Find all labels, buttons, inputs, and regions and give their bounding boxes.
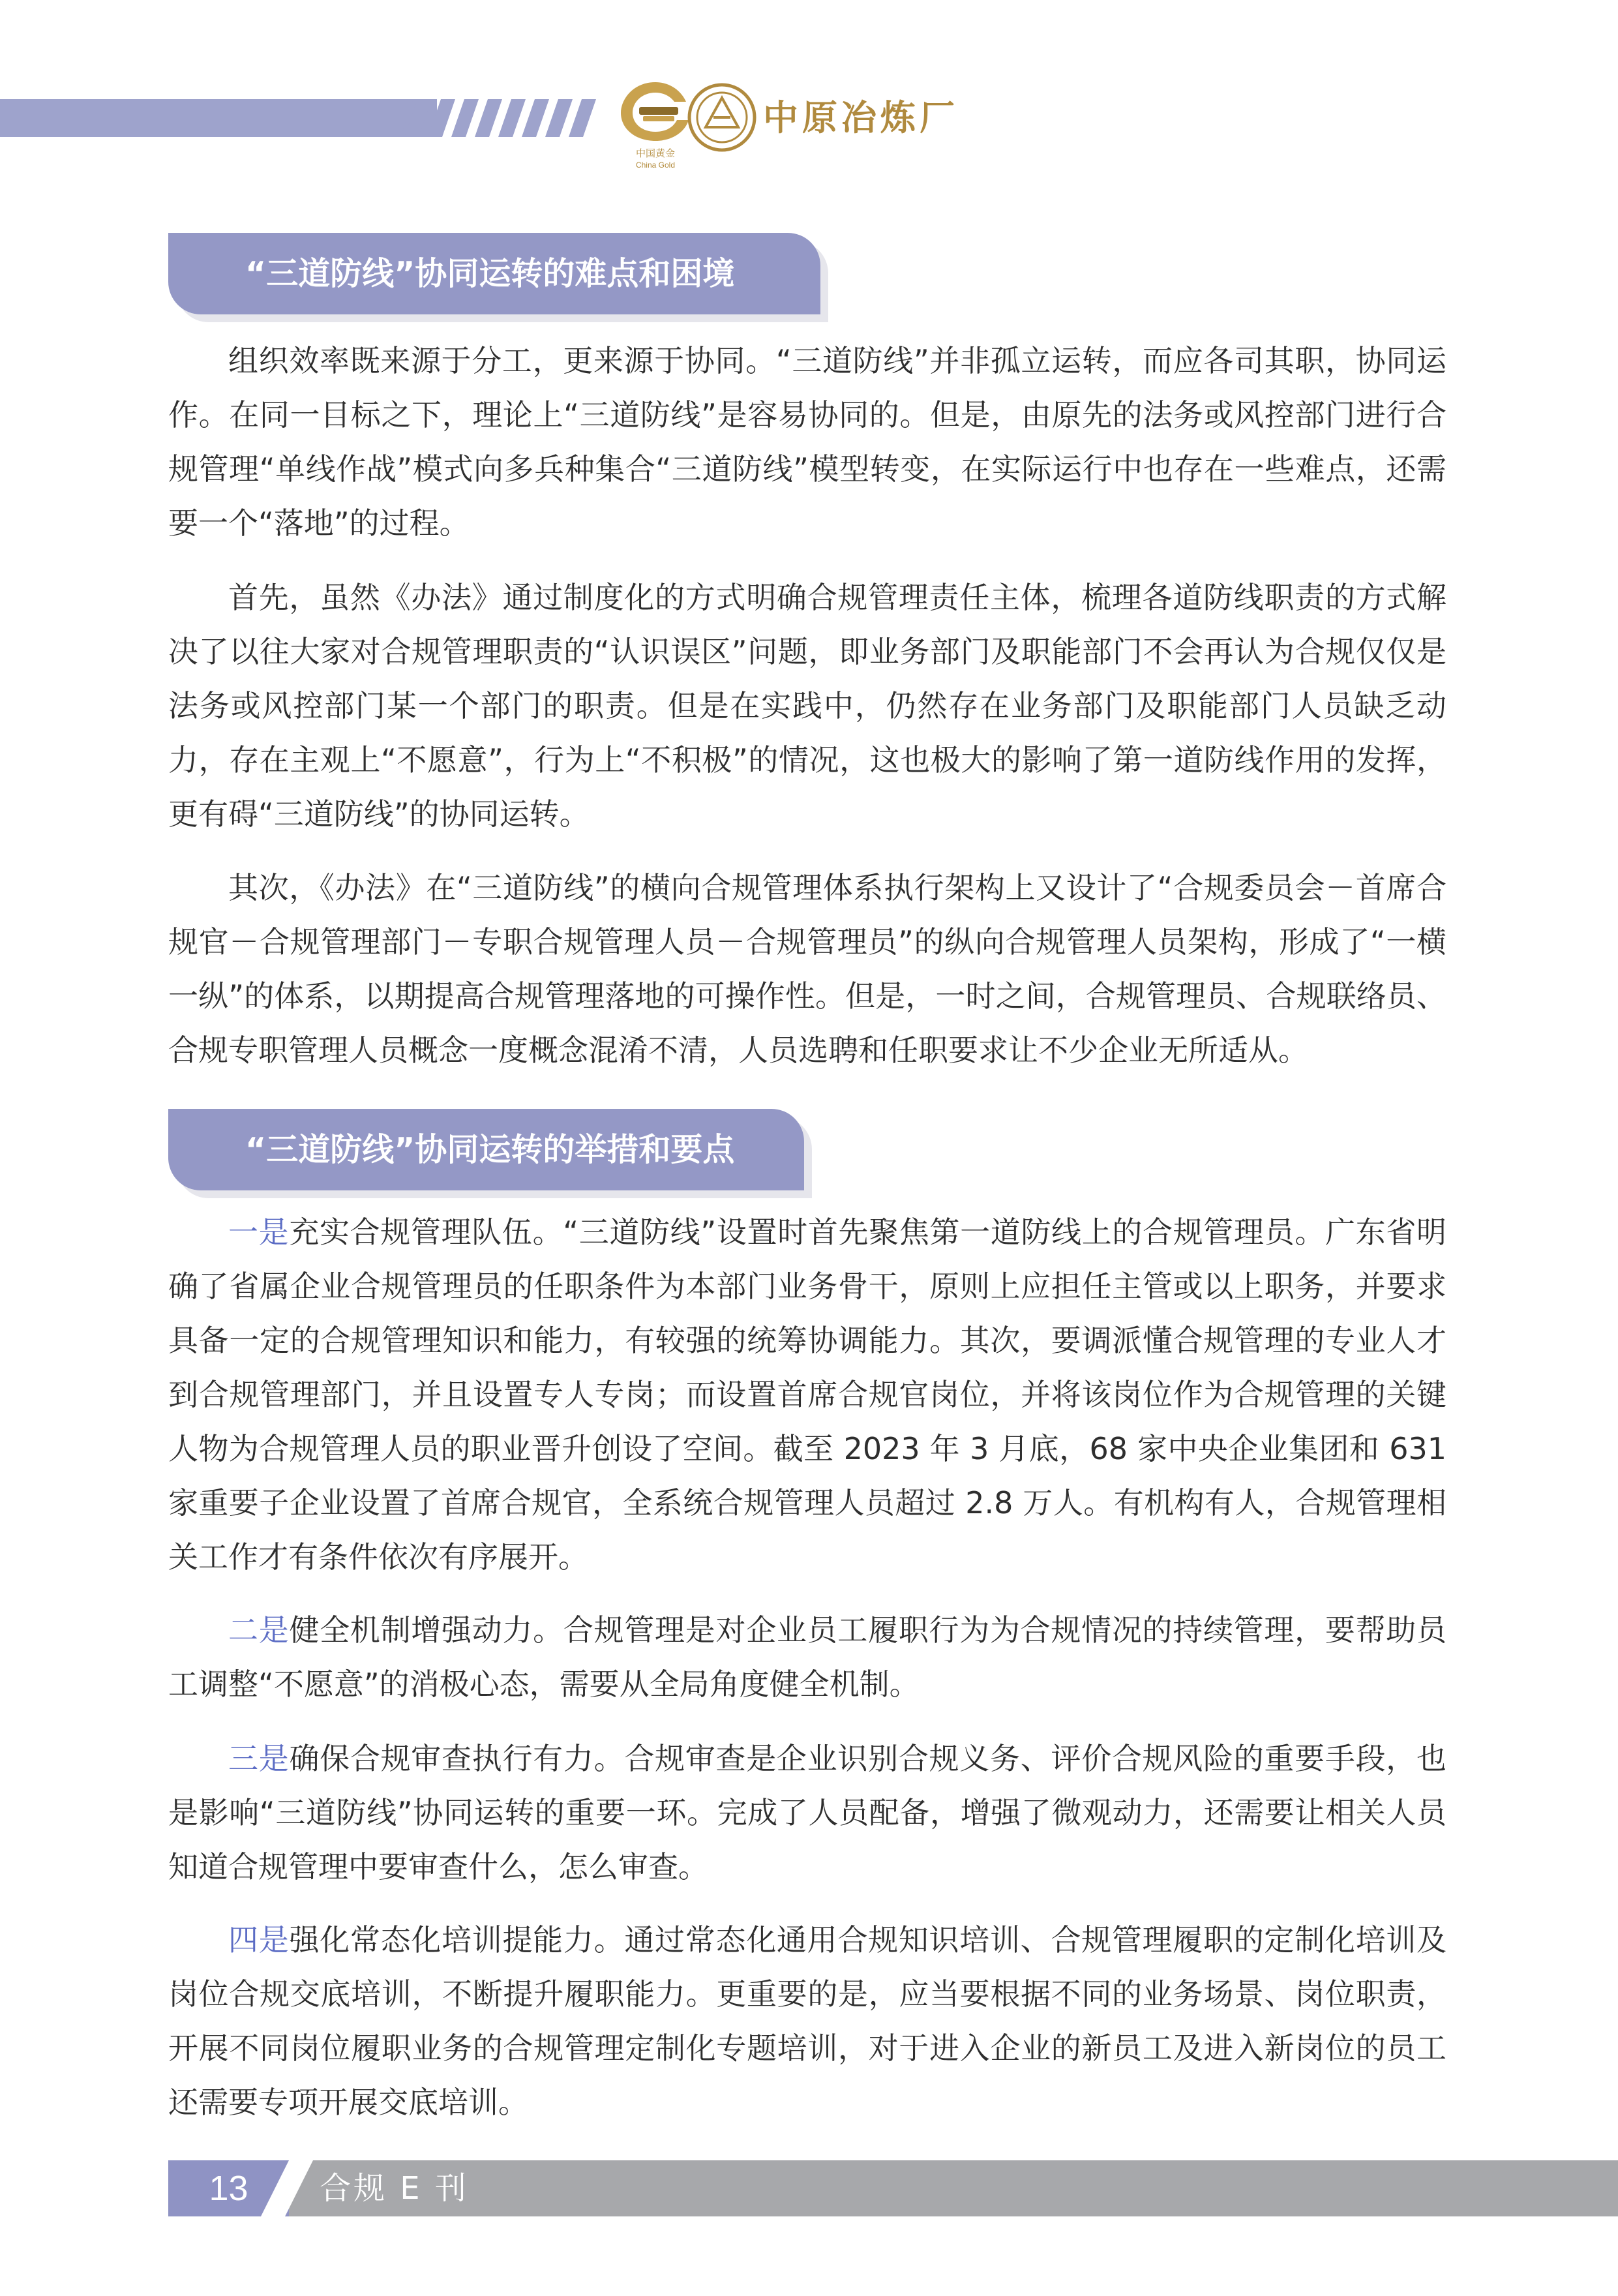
paragraph [168, 1205, 1446, 1584]
paragraph [168, 1913, 1446, 2130]
brand-name: 中原冶炼厂 [763, 97, 959, 138]
paragraph-lead: 三是 [228, 1741, 290, 1776]
paragraph-lead: 一是 [228, 1215, 290, 1250]
paragraph-text: 首先，虽然《办法》通过制度化的方式明确合规管理责任主体，梳理各道防线职责的方式解决了以往大家对合规管理职责的“认识误区”问题，即业务部门及职能部门不会再认为合规仅仅是法务或风控部门某一个部门的职责。但是在实践中，仍然存在业务部门及职能部门人员缺乏动力，存在主观上“不愿意”，行为上“不积极”的情况，这也极大的影响了第一道防线作用的发挥，更有碍“三道防线”的协同运转。 [168, 580, 1446, 832]
paragraph-lead: 四是 [228, 1922, 290, 1957]
header-stripes [391, 98, 607, 138]
paragraph [168, 571, 1446, 841]
page-number: 13 [168, 2160, 289, 2216]
header-band [0, 99, 437, 137]
footer-title: 合规 E 刊 [320, 2170, 469, 2207]
section-heading-text: “三道防线”协同运转的举措和要点 [245, 1131, 735, 1168]
paragraph-text: 其次，《办法》在“三道防线”的横向合规管理体系执行架构上又设计了“合规委员会－首席合规官－合规管理部门－专职合规管理人员－合规管理员”的纵向合规管理人员架构，形成了“一横一纵”的体系，以期提高合规管理落地的可操作性。但是，一时之间，合规管理员、合规联络员、合规专职管理人员概念一度概念混淆不清，人员选聘和任职要求让不少企业无所适从。 [168, 870, 1446, 1068]
paragraph-text: 充实合规管理队伍。“三道防线”设置时首先聚焦第一道防线上的合规管理员。广东省明确了省属企业合规管理员的任职条件为本部门业务骨干，原则上应担任主管或以上职务，并要求具备一定的合规管理知识和能力，有较强的统筹协调能力。其次，要调派懂合规管理的专业人才到合规管理部门，并且设置专人专岗；而设置首席合规官岗位，并将该岗位作为合规管理的关键人物为合规管理人员的职业晋升创设了空间。截至 2023 年 3 月底，68 家中央企业集团和 631 家重要子企业设置了首席合规官，全系统合规管理人员超过 2.8 万人。有机构有人，合规管理相关工作才有条件依次有序展开。 [168, 1215, 1447, 1575]
section-heading [168, 1109, 804, 1190]
section-heading [168, 233, 820, 314]
paragraph [168, 861, 1446, 1078]
paragraph-text: 健全机制增强动力。合规管理是对企业员工履职行为为合规情况的持续管理，要帮助员工调整“不愿意”的消极心态，需要从全局角度健全机制。 [168, 1612, 1447, 1702]
logo-cn-text: 中国黄金 [635, 147, 675, 159]
footer-slash [261, 2160, 313, 2216]
paragraph-text: 确保合规审查执行有力。合规审查是企业识别合规义务、评价合规风险的重要手段，也是影响“三道防线”协同运转的重要一环。完成了人员配备，增强了微观动力，还需要让相关人员知道合规管理中要审查什么，怎么审查。 [168, 1741, 1447, 1884]
paragraph [168, 334, 1446, 551]
china-gold-logo-icon [613, 77, 698, 145]
paragraph-lead: 二是 [228, 1612, 290, 1648]
paragraph [168, 1603, 1446, 1712]
section-heading-text: “三道防线”协同运转的难点和困境 [245, 255, 735, 292]
logo-en-text: China Gold [635, 160, 676, 170]
paragraph-text: 组织效率既来源于分工，更来源于协同。“三道防线”并非孤立运转，而应各司其职，协同运作。在同一目标之下，理论上“三道防线”是容易协同的。但是，由原先的法务或风控部门进行合规管理“单线作战”模式向多兵种集合“三道防线”模型转变，在实际运行中也存在一些难点，还需要一个“落地”的过程。 [168, 343, 1446, 541]
paragraph-text: 强化常态化培训提能力。通过常态化通用合规知识培训、合规管理履职的定制化培训及岗位合规交底培训，不断提升履职能力。更重要的是，应当要根据不同的业务场景、岗位职责，开展不同岗位履职业务的合规管理定制化专题培训，对于进入企业的新员工及进入新岗位的员工还需要专项开展交底培训。 [168, 1922, 1447, 2120]
paragraph [168, 1732, 1446, 1894]
factory-seal-icon [686, 82, 758, 153]
